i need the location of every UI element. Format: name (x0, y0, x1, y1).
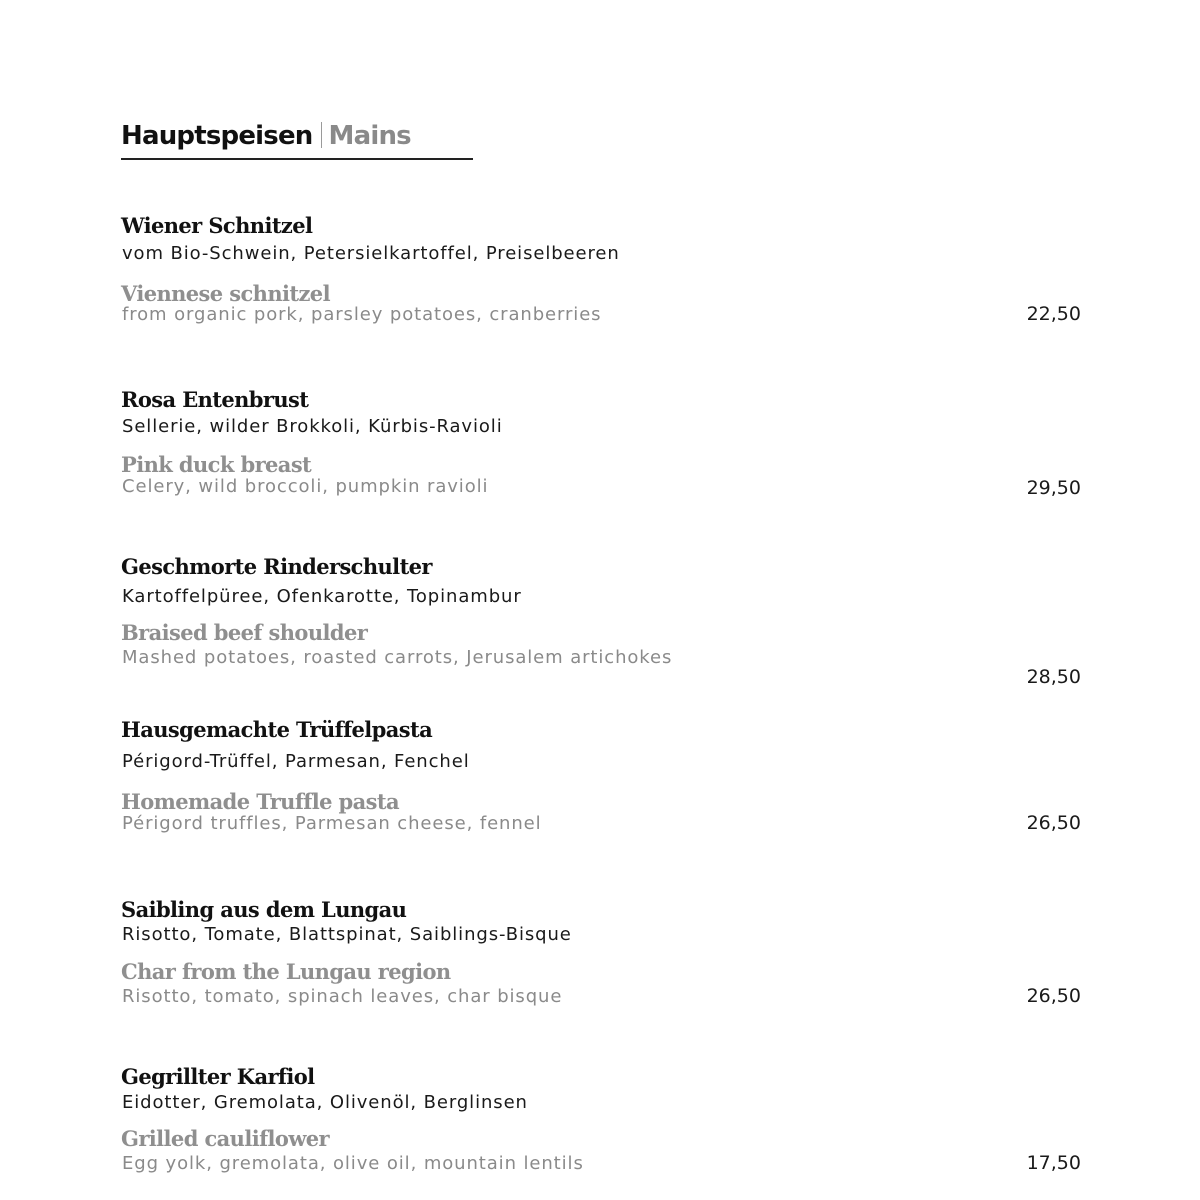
dish-name-english: Pink duck breast (121, 452, 312, 477)
title-divider (321, 122, 322, 148)
section-header (121, 118, 473, 160)
dish-price: 26,50 (1026, 985, 1081, 1007)
dish-name-german: Geschmorte Rinderschulter (121, 554, 432, 579)
dish-description-german: vom Bio-Schwein, Petersielkartoffel, Preiselbeeren (122, 243, 620, 264)
dish-description-english: Risotto, tomato, spinach leaves, char bisque (122, 986, 563, 1007)
dish-description-german: Risotto, Tomate, Blattspinat, Saiblings-Bisque (122, 924, 572, 945)
dish-description-german: Sellerie, wilder Brokkoli, Kürbis-Ravioli (122, 416, 503, 437)
dish-description-german: Périgord-Trüffel, Parmesan, Fenchel (122, 751, 470, 772)
dish-name-english: Grilled cauliflower (121, 1126, 330, 1151)
dish-description-german: Kartoffelpüree, Ofenkarotte, Topinambur (122, 586, 522, 607)
dish-price: 28,50 (1026, 666, 1081, 688)
dish-price: 26,50 (1026, 812, 1081, 834)
dish-name-german: Hausgemachte Trüffelpasta (121, 717, 433, 742)
dish-description-english: Egg yolk, gremolata, olive oil, mountain lentils (122, 1153, 584, 1174)
dish-name-german: Wiener Schnitzel (121, 213, 313, 238)
dish-description-english: Périgord truffles, Parmesan cheese, fennel (122, 813, 542, 834)
dish-name-english: Homemade Truffle pasta (121, 789, 399, 814)
dish-price: 17,50 (1026, 1152, 1081, 1174)
dish-name-german: Rosa Entenbrust (121, 387, 309, 412)
dish-description-english: from organic pork, parsley potatoes, cranberries (122, 304, 602, 325)
dish-name-german: Saibling aus dem Lungau (121, 897, 407, 922)
dish-name-german: Gegrillter Karfiol (121, 1064, 315, 1089)
dish-price: 29,50 (1026, 477, 1081, 499)
dish-price: 22,50 (1026, 303, 1081, 325)
dish-description-english: Mashed potatoes, roasted carrots, Jerusalem artichokes (122, 647, 673, 668)
section-title-english: Mains (328, 121, 411, 151)
dish-description-english: Celery, wild broccoli, pumpkin ravioli (122, 476, 489, 497)
dish-description-german: Eidotter, Gremolata, Olivenöl, Berglinsen (122, 1092, 528, 1113)
section-title-german: Hauptspeisen (121, 121, 313, 151)
dish-name-english: Viennese schnitzel (121, 281, 330, 306)
dish-name-english: Char from the Lungau region (121, 959, 451, 984)
dish-name-english: Braised beef shoulder (121, 620, 368, 645)
